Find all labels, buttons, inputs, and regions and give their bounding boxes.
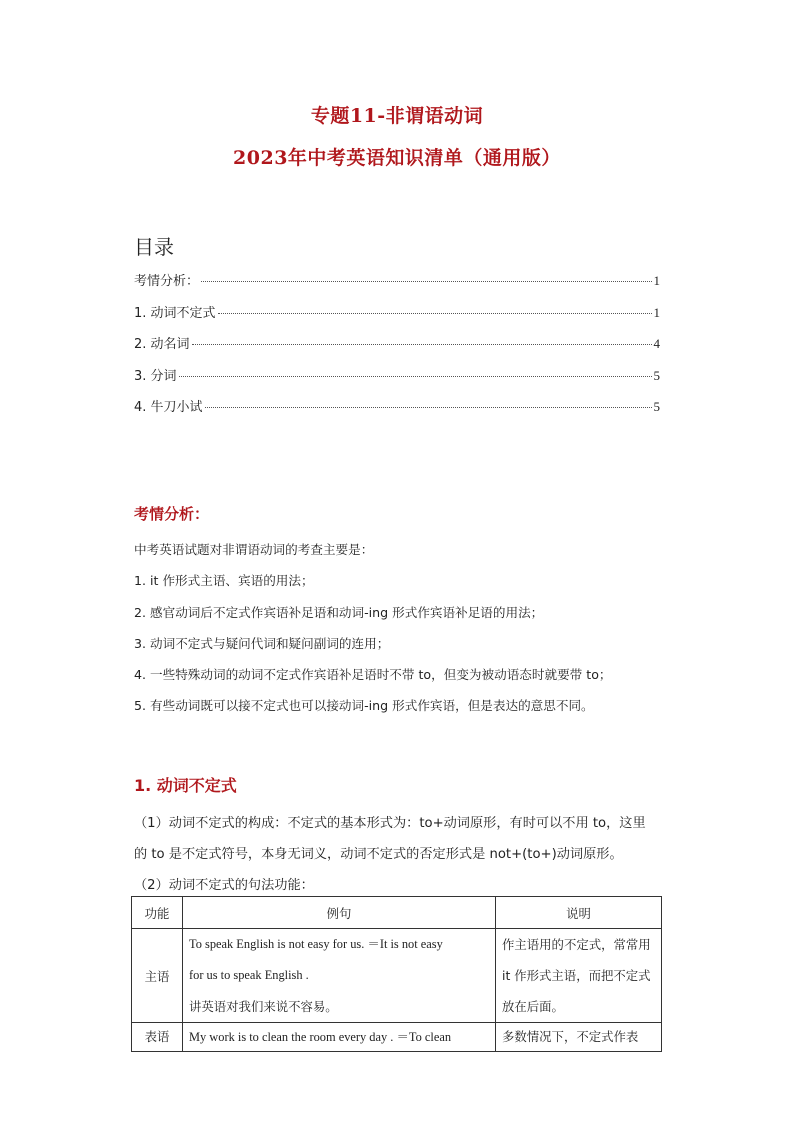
analysis-line: 4. 一些特殊动词的动词不定式作宾语补足语时不带 to，但变为被动语态时就要带 to； [134, 667, 612, 683]
note-cell: 作主语用的不定式，常常用 it 作形式主语，而把不定式放在后面。 [496, 929, 662, 1023]
toc-leader-dots [201, 281, 651, 282]
analysis-line: 5. 有些动词既可以接不定式也可以接动词-ing 形式作宾语，但是表达的意思不同。 [134, 698, 594, 714]
toc-entry[interactable] [134, 333, 660, 365]
table-header-row [132, 897, 662, 929]
intro-line: 的 to 是不定式符号，本身无词义，动词不定式的否定形式是 not+(to+)动词原形。 [134, 847, 623, 862]
table-row [132, 1023, 662, 1052]
toc-entry-page: 1 [653, 304, 660, 320]
analysis-line: 3. 动词不定式与疑问代词和疑问副词的连用； [134, 635, 390, 651]
section-intro [134, 808, 664, 901]
document-subtitle: 2023年中考英语知识清单（通用版） [233, 147, 561, 169]
example-cell [183, 929, 496, 1023]
toc-entry-label: 考情分析： [134, 274, 200, 289]
toc-entry-page: 4 [653, 336, 660, 351]
toc-entry[interactable] [134, 365, 660, 397]
toc-entry-label: 1. 动词不定式 [134, 305, 216, 321]
toc-entry[interactable] [134, 270, 660, 302]
toc-leader-dots [192, 344, 652, 345]
toc-entry-label: 3. 分词 [134, 368, 177, 384]
example-english: for us to speak English . [189, 968, 309, 982]
table-of-contents [134, 270, 660, 428]
intro-line: （1）动词不定式的构成：不定式的基本形式为：to+动词原形，有时可以不用 to，这里 [134, 816, 646, 831]
toc-heading: 目录 [134, 235, 174, 259]
toc-entry-label: 4. 牛刀小试 [134, 400, 203, 415]
function-cell: 主语 [132, 929, 183, 1023]
toc-entry[interactable] [134, 396, 660, 428]
intro-line: （2）动词不定式的句法功能： [134, 878, 314, 893]
section-heading: 1. 动词不定式 [134, 776, 237, 795]
function-cell: 表语 [132, 1023, 183, 1052]
table-header-cell: 说明 [496, 897, 662, 929]
toc-leader-dots [218, 313, 652, 314]
example-chinese: 讲英语对我们来说不容易。 [189, 999, 338, 1014]
toc-entry-page: 5 [653, 399, 660, 414]
analysis-body [134, 540, 664, 728]
toc-entry[interactable] [134, 302, 660, 334]
table-row [132, 929, 662, 1023]
table-header-cell: 例句 [183, 897, 496, 929]
toc-entry-label: 2. 动名词 [134, 337, 190, 352]
example-english: To speak English is not easy for us. ＝It is not easy [189, 937, 443, 951]
toc-leader-dots [179, 376, 652, 377]
analysis-line: 1. it 作形式主语、宾语的用法； [134, 573, 314, 589]
example-cell [183, 1023, 496, 1052]
toc-leader-dots [205, 407, 652, 408]
table-header-cell: 功能 [132, 897, 183, 929]
toc-entry-page: 5 [653, 367, 660, 383]
toc-entry-page: 1 [653, 273, 660, 288]
analysis-line: 中考英语试题对非谓语动词的考查主要是： [134, 542, 374, 557]
analysis-line: 2. 感官动词后不定式作宾语补足语和动词-ing 形式作宾语补足语的用法； [134, 604, 544, 620]
document-title: 专题11-非谓语动词 [310, 105, 484, 127]
example-english: My work is to clean the room every day . ＝To clean [189, 1030, 452, 1044]
analysis-heading: 考情分析： [134, 505, 210, 523]
syntax-function-table [131, 896, 662, 1052]
note-cell: 多数情况下，不定式作表 [496, 1023, 662, 1052]
